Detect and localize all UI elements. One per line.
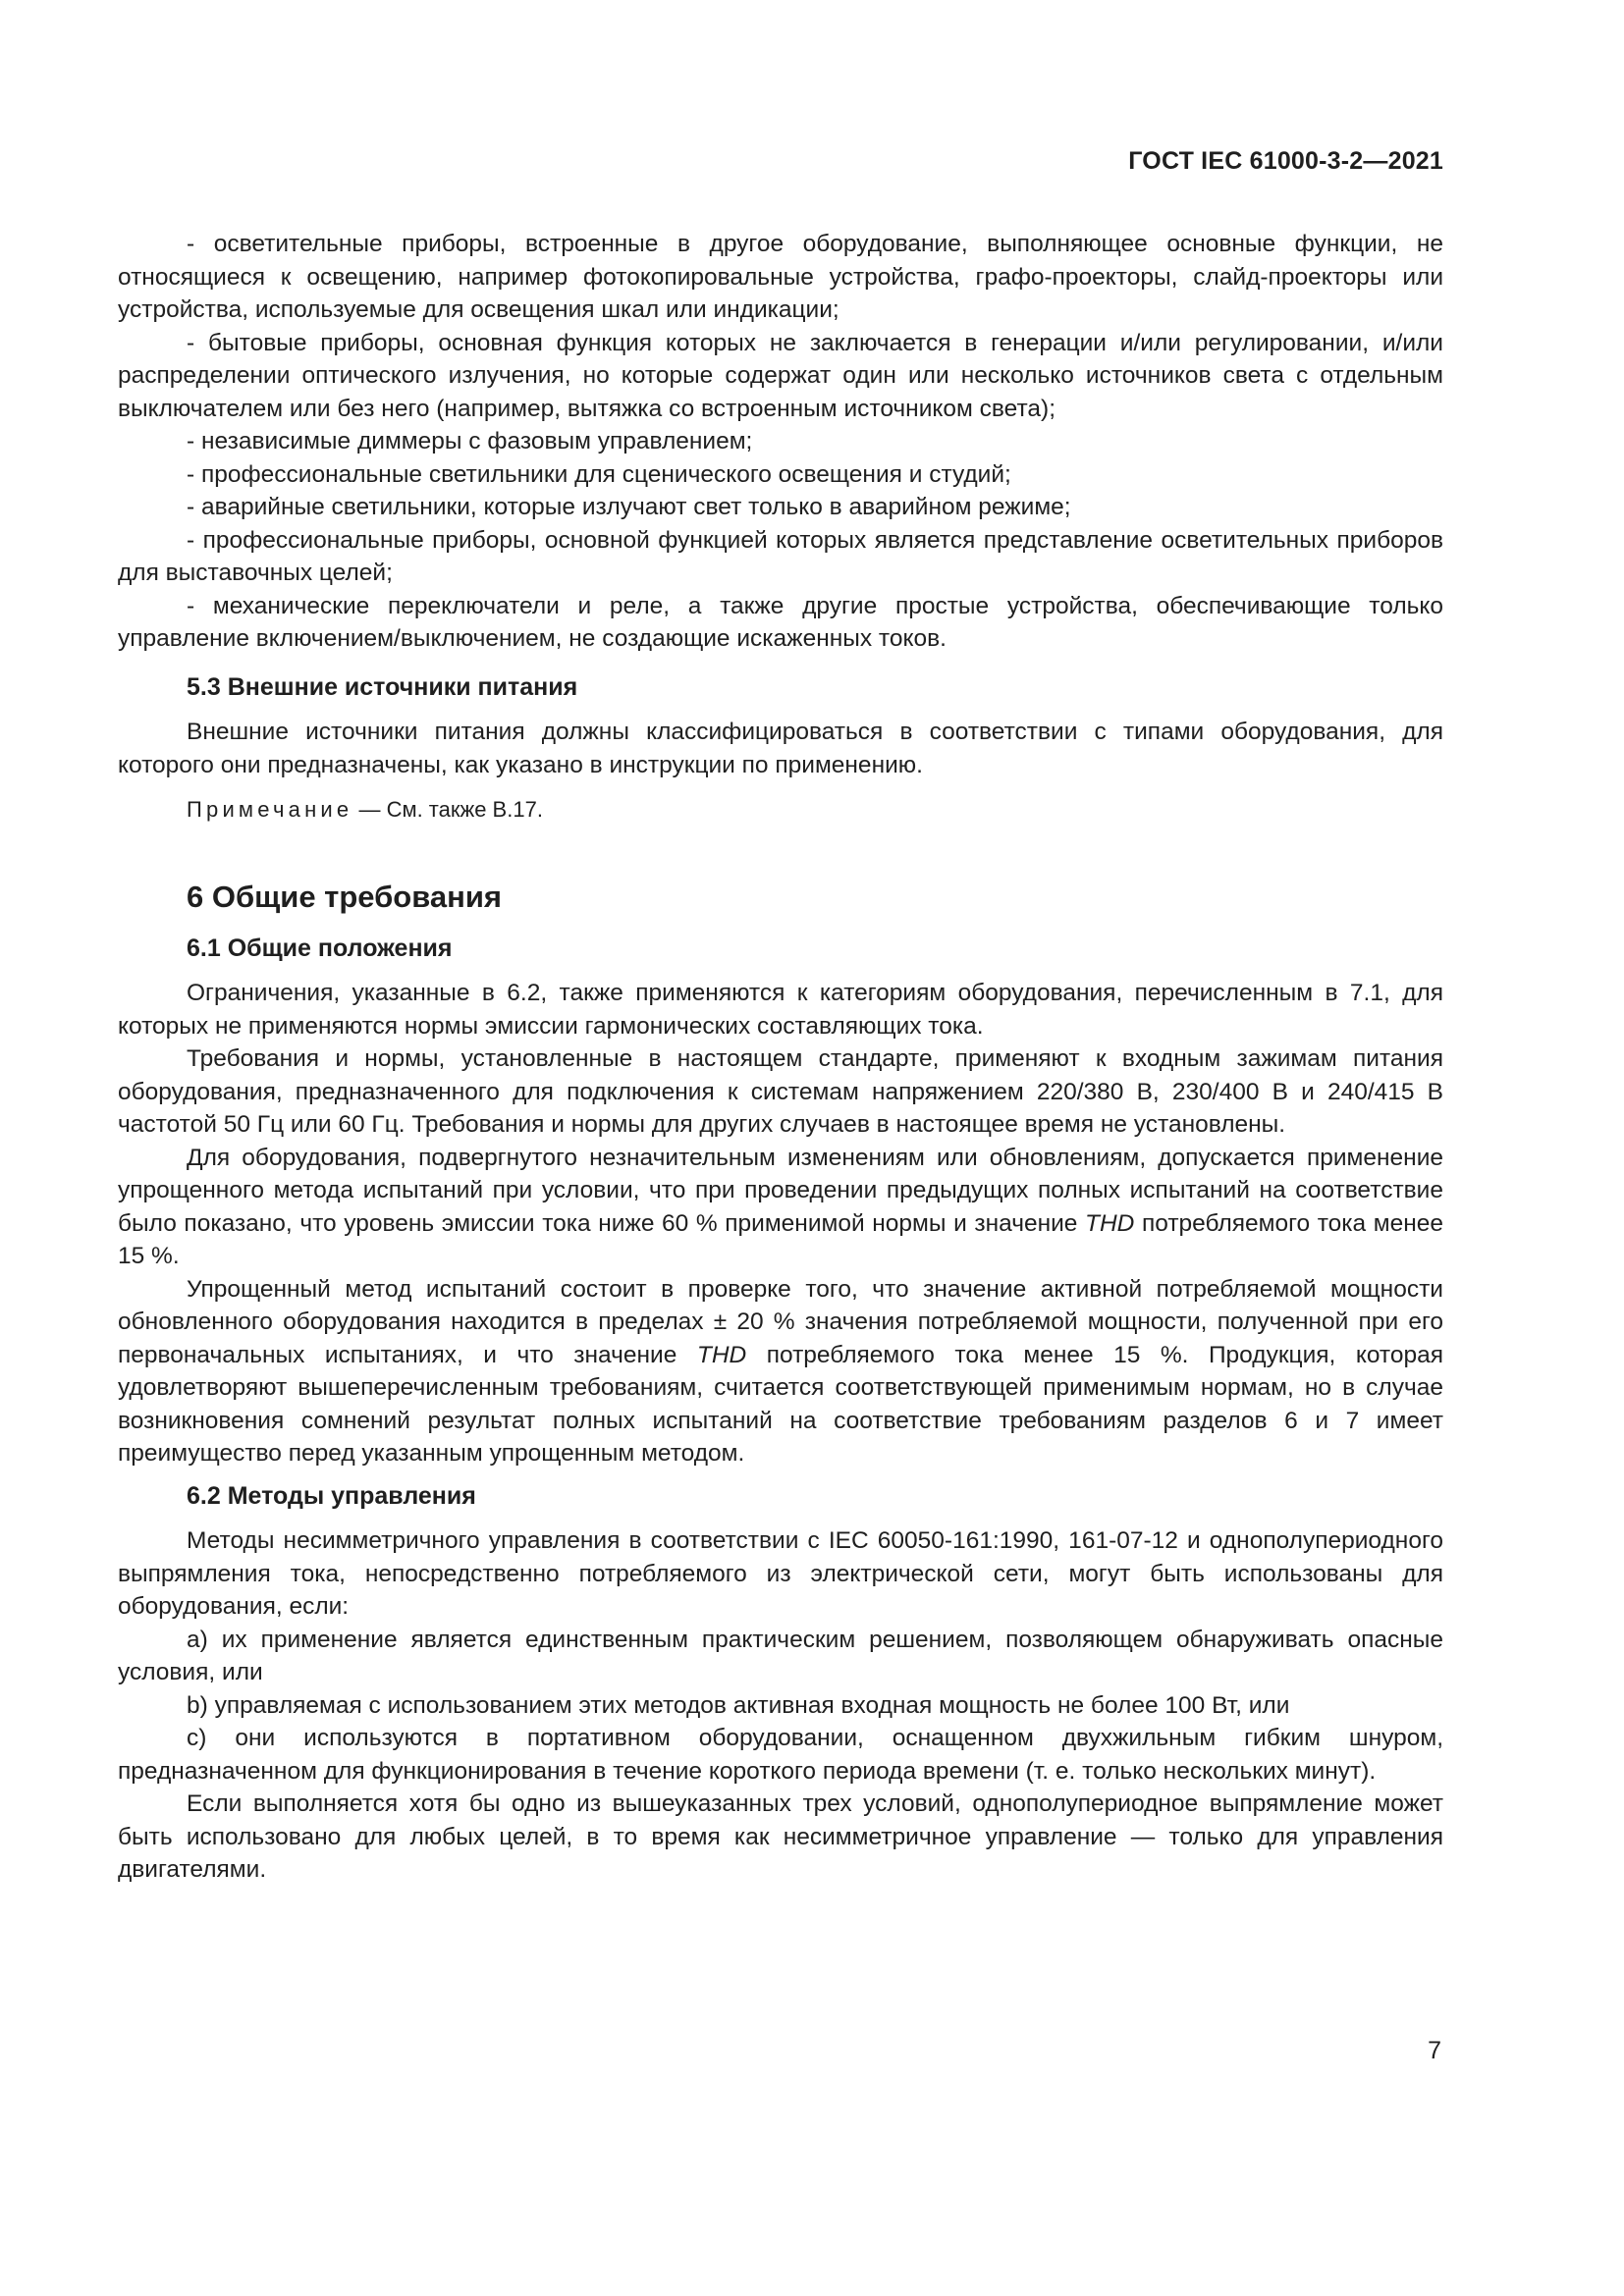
thd-term: THD [1085,1209,1135,1237]
list-item: - профессиональные светильники для сценического освещения и студий; [187,460,1011,488]
section-heading-5-3: 5.3 Внешние источники питания [187,672,578,701]
text-run: потребляемого тока менее 15 %. Продукция, которая удовлетворяют вышеперечисленным требованиям, считается соответствующей применимым нормам, но в случае возникновения сомнений результат полных испытаний на соответствие требованиям разделов 6 и 7 имеет преимущество перед указанным упрощенным методом. [118,1341,1443,1467]
note [118,793,1443,827]
paragraph [118,1273,1443,1470]
list-item-c: c) они используются в портативном оборудовании, оснащенном двухжильным гибким шнуром, предназначенном для функционирования в течение короткого периода времени (т. е. только нескольких минут). [118,1725,1443,1785]
list-item: - независимые диммеры с фазовым управлением; [187,428,753,454]
page-number: 7 [1428,2037,1441,2064]
thd-term: THD [696,1341,747,1368]
paragraph: Если выполняется хотя бы одно из вышеуказанных трех условий, однополупериодное выпрямление может быть использовано для любых целей, в то время как несимметричное управление — только для управления двигателями. [118,1790,1443,1883]
text-run: Для оборудования, подвергнутого незначительным изменениям или обновлениям, допускается применение упрощенного метода испытаний при условии, что при проведении предыдущих полных испытаний на соответствие было показано, что уровень эмиссии тока ниже 60 % применимой нормы и значение [118,1144,1443,1237]
text-run: потребляемого тока менее 15 %. [118,1209,1443,1269]
paragraph: Внешние источники питания должны классифицироваться в соответствии с типами оборудования, для которого они предназначены, как указано в инструкции по применению. [118,719,1443,778]
section-heading-6-1: 6.1 Общие положения [187,934,453,962]
paragraph: Ограничения, указанные в 6.2, также применяются к категориям оборудования, перечисленным в 7.1, для которых не применяются нормы эмиссии гармонических составляющих тока. [118,980,1443,1040]
section-heading-6-2: 6.2 Методы управления [187,1481,476,1510]
document-header: ГОСТ IEC 61000-3-2—2021 [1128,147,1443,175]
list-item: - механические переключатели и реле, а также другие простые устройства, обеспечивающие только управление включением/выключением, не создающие искаженных токов. [118,592,1443,652]
note-text: — См. также В.17. [352,797,543,822]
paragraph: Методы несимметричного управления в соответствии с IEC 60050-161:1990, 161-07-12 и однополупериодного выпрямления тока, непосредственно потребляемого из электрической сети, могут быть использованы для оборудования, если: [118,1527,1443,1620]
list-item: - бытовые приборы, основная функция которых не заключается в генерации и/или регулировании, и/или распределении оптического излучения, но которые содержат один или несколько источников света с отдельным выключателем или без него (например, вытяжка со встроенным источником света); [118,329,1443,422]
list-item: - осветительные приборы, встроенные в другое оборудование, выполняющее основные функции, не относящиеся к освещению, например фотокопировальные устройства, графо-проекторы, слайд-проекторы или устройства, используемые для освещения шкал или индикации; [118,231,1443,323]
list-item-a: a) их применение является единственным практическим решением, позволяющем обнаруживать опасные условия, или [118,1626,1443,1685]
list-item: - аварийные светильники, которые излучают свет только в аварийном режиме; [187,494,1071,520]
list-item-b: b) управляемая с использованием этих методов активная входная мощность не более 100 Вт, или [187,1691,1290,1719]
paragraph: Требования и нормы, установленные в настоящем стандарте, применяют к входным зажимам питания оборудования, предназначенного для подключения к системам напряжением 220/380 В, 230/400 В и 240/415 В частотой 50 Гц или 60 Гц. Требования и нормы для других случаев в настоящее время не установлены. [118,1045,1443,1138]
paragraph [118,1142,1443,1273]
list-item: - профессиональные приборы, основной функцией которых является представление осветительных приборов для выставочных целей; [118,526,1443,586]
note-label: Примечание [187,797,353,822]
section-heading-6: 6 Общие требования [187,879,502,914]
text-run: Упрощенный метод испытаний состоит в проверке того, что значение активной потребляемой мощности обновленного оборудования находится в пределах ± 20 % значения потребляемой мощности, полученной при его первоначальных испытаниях, и что значение [118,1275,1443,1368]
document-body [118,228,1443,1887]
